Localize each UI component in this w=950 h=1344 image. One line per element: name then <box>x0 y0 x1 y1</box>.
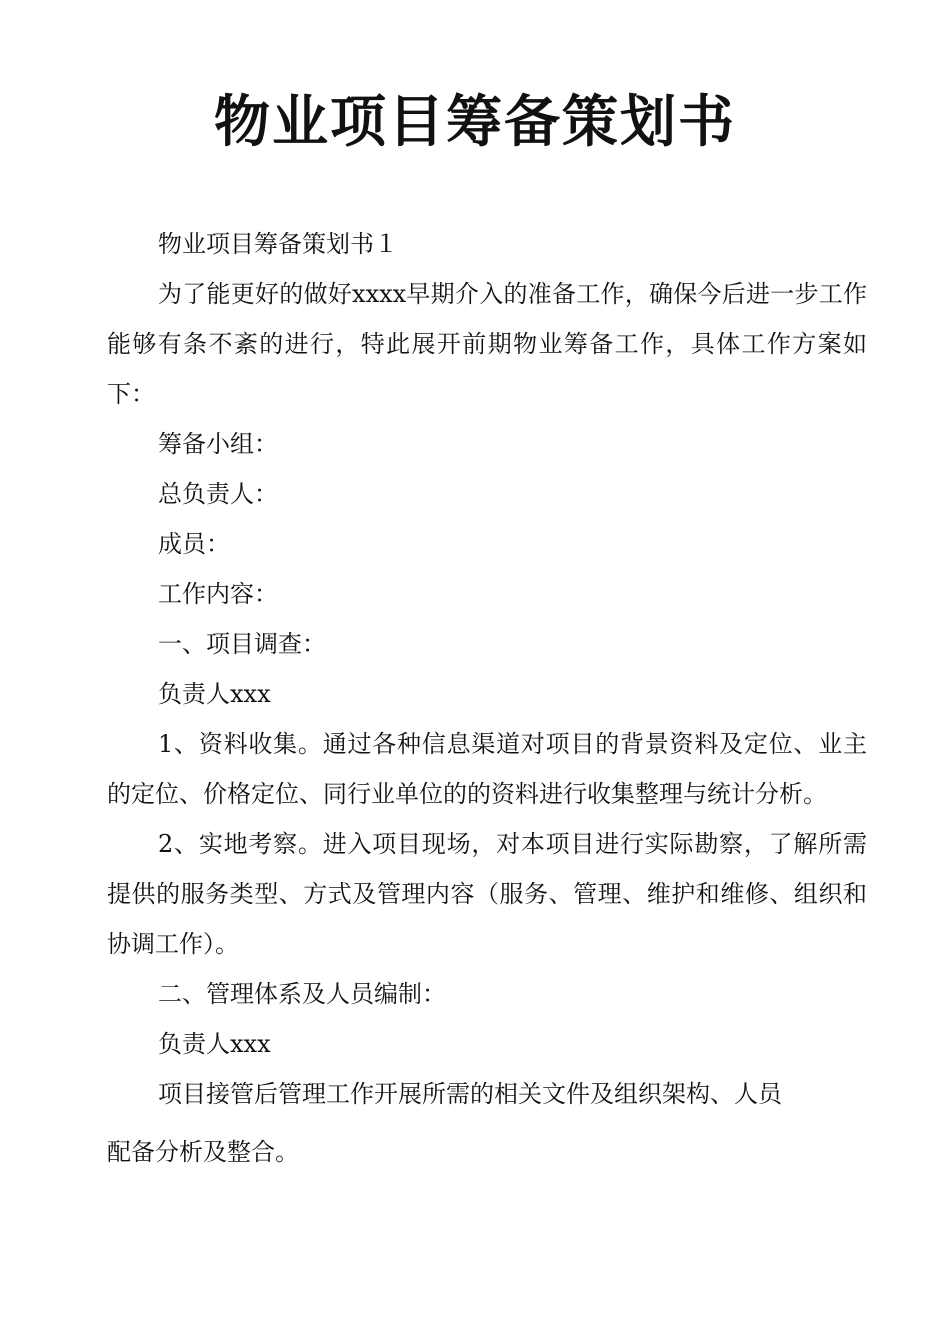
document-body <box>107 219 867 1177</box>
paragraph-management-docs: 项目接管后管理工作开展所需的相关文件及组织架构、人员 <box>158 1080 782 1108</box>
paragraph-management-docs-cont: 配备分析及整合。 <box>107 1138 299 1166</box>
paragraph-team: 筹备小组： <box>158 430 278 458</box>
section-heading-2: 二、管理体系及人员编制： <box>158 980 446 1008</box>
paragraph-lead: 总负责人： <box>158 480 278 508</box>
section-2-owner: 负责人xxx <box>158 1030 271 1058</box>
paragraph-work-content: 工作内容： <box>158 580 278 608</box>
paragraph-site-survey: 2、实地考察。进入项目现场，对本项目进行实际勘察，了解所需提供的服务类型、方式及管理内容（服务、管理、维护和维修、组织和协调工作）。 <box>107 830 867 958</box>
paragraph-intro: 为了能更好的做好xxxx早期介入的准备工作，确保今后进一步工作能够有条不紊的进行，特此展开前期物业筹备工作，具体工作方案如下： <box>107 280 867 408</box>
paragraph-subtitle: 物业项目筹备策划书１ <box>158 230 398 258</box>
section-1-owner: 负责人xxx <box>158 680 271 708</box>
paragraph-members: 成员： <box>158 530 230 558</box>
paragraph-data-collection: 1、资料收集。通过各种信息渠道对项目的背景资料及定位、业主的定位、价格定位、同行业单位的的资料进行收集整理与统计分析。 <box>107 730 867 808</box>
section-heading-1: 一、项目调查： <box>158 630 326 658</box>
document-title: 物业项目筹备策划书 <box>214 90 736 155</box>
